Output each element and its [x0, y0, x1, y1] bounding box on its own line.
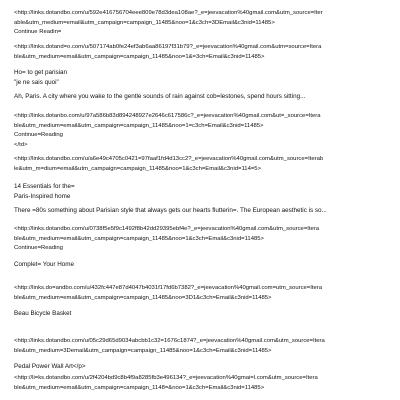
article-heading: [14, 182, 390, 201]
link-block[interactable]: [14, 225, 390, 254]
heading-line: Ho= to get parisian: [14, 69, 68, 76]
heading-line: Complet= Your Home: [14, 261, 75, 268]
link-line[interactable]: <http://links.do=andbo.com/u/432fc447e87d4047b4031f17fd6b7382?_e=jeevacation%40gmail.com=utm_source=Itera: [14, 285, 323, 291]
link-block[interactable]: [14, 374, 390, 393]
link-line[interactable]: <http://links.dotandbo.com/u/592e416756704eee809e78d3dea108ae?_e=jeevacation%40gmail.com&utm_source=Iter: [14, 10, 323, 16]
link-line[interactable]: ble&utm_medium=3Demail&utm_campaign=campaign_11485&noo=1&c3ch=Email&c3nid=11485>: [14, 347, 272, 354]
link-line[interactable]: le&utm_m=dium=email&utm_campaign=campaign_11485&noo=1&c3ch=Email&c3nid=114=5>: [14, 165, 262, 172]
link-line[interactable]: ble&utm_medium=email&utm_campaign=campaign_11485&noo=1=c3ch=Email&c3nid=11485>: [14, 122, 264, 129]
product-line: Beau Bicycle Basket: [14, 310, 72, 317]
link-line[interactable]: <http://links.dotand=o.com/u/507174ab0fe24ef3ab6aa86197f31b79?_e=jeevacation%40gmail.com&utm=source=Itera: [14, 44, 322, 50]
product-name: [14, 309, 390, 319]
link-block[interactable]: [14, 155, 390, 174]
link-line[interactable]: <http://links.dotandbo.com/u/05c29d65d9034abcbb1c32=1676c1874?_e=jeevacation%40gmail.com&utm_source=Itera: [14, 338, 325, 344]
link-line[interactable]: <http://li=ks.dotandbo.com/u/2f4204bd9c8b4f9a8285fb3e496134?_e=jeevacation%40gmai=l.com&utm_source=Itera: [14, 375, 318, 381]
link-block[interactable]: [14, 284, 390, 303]
link-line[interactable]: <http://links.dotandbo.com/u/0738f5e5f9c1492f8b42dd29395ebf4e?_e=jeevacation%40gmail.com&utm_source=Itera: [14, 226, 320, 232]
link-block[interactable]: [14, 112, 390, 150]
link-block[interactable]: [14, 337, 390, 356]
section-heading: [14, 260, 390, 270]
html-tag-line: </td>: [14, 141, 28, 148]
heading-line: Paris-Inspired home: [14, 192, 71, 200]
link-line[interactable]: ble&utm_medium=email&utm_campaign=campaign_1148=&noo=1&c3ch=Email&c3nid=11485>: [14, 384, 265, 391]
continue-reading-label: Continue Readin=: [14, 29, 62, 35]
link-block[interactable]: [14, 43, 390, 62]
article-excerpt: [14, 206, 390, 216]
article-heading: [14, 68, 390, 87]
excerpt-line: There =80s something about Parisian style that always gets our hearts flutterin=. The European aesthetic is so...: [14, 207, 327, 214]
link-block[interactable]: [14, 9, 390, 38]
continue-reading-label: Continue=Reading: [14, 245, 63, 251]
excerpt-line: Ah, Paris. A city where you wake to the gentle sounds of rain against cob=lestones, spend hours sitting...: [14, 93, 306, 100]
link-line[interactable]: able&utm_medium=email&utm_campaign=campaign_11485&noo=1&c3ch=3DEmail&c3nid=11485>: [14, 19, 275, 26]
product-line: Pedal Power Wall Art</p>: [14, 363, 86, 370]
product-name: [14, 362, 390, 372]
link-line[interactable]: ble&utm_medium=email&utm_campaign=campaign_11485&noo=1&c3ch=Email&c3nid=11485>: [14, 235, 264, 242]
link-line[interactable]: ble&utm_medium=email&utm_campaign=campaign_11485&noo=1&=3ch=Email&c3nid=11485>: [14, 53, 265, 60]
link-line[interactable]: <http://links.dotandbo.com/u/a6e49c4705c0421=97faaf1fd4d13cc2?_e=jeevacation%40gmail.com&utm_source=Iterab: [14, 156, 324, 162]
link-line[interactable]: ble&utm_medium=email&utm_campaign=campaign_11485&noo=3D1&c3ch=Email&c3nid=11485>: [14, 294, 272, 301]
link-line[interactable]: <http://links.dotanbo.com/u/97a586b83d894248927e2646c617586c?_e=jeevacation%40gmail.com&ut=_source=Itera: [14, 113, 321, 119]
heading-line: 14 Essentials for the=: [14, 183, 75, 190]
article-excerpt: [14, 92, 390, 102]
heading-line: "je ne sais quoi": [14, 78, 59, 86]
continue-reading-label: Continue=Reading: [14, 132, 63, 138]
